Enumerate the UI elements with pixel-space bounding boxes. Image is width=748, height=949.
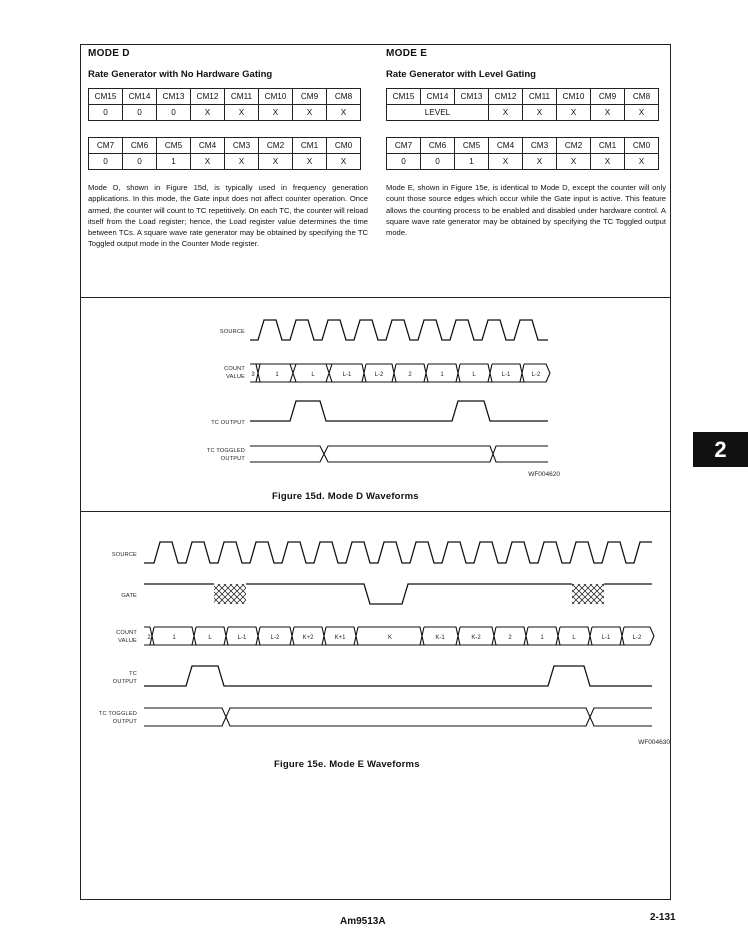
table-cell: X [591, 154, 625, 170]
table-cell: X [557, 154, 591, 170]
tc-output-label: OUTPUT [112, 679, 137, 685]
table-cell: X [259, 105, 293, 121]
count-value: 1 [540, 635, 544, 641]
count-value: 1 [275, 372, 279, 378]
table-cell: X [625, 154, 659, 170]
table-cell: CM1 [293, 138, 327, 154]
table-cell: 0 [123, 154, 157, 170]
count-value: K-1 [435, 635, 445, 641]
table-cell: CM9 [591, 89, 625, 105]
section-tab: 2 [693, 432, 748, 467]
table-cell: CM3 [523, 138, 557, 154]
table-cell: X [225, 105, 259, 121]
count-value: L-1 [342, 372, 352, 378]
tc-label: TC [129, 671, 137, 677]
count-value: 2 [408, 372, 412, 378]
table-cell: X [489, 154, 523, 170]
count-value: L [472, 372, 476, 378]
tc-toggled-label: TC TOGGLED [98, 711, 137, 717]
table-cell: CM14 [421, 89, 455, 105]
value-label: VALUE [118, 638, 137, 644]
table-cell: X [293, 154, 327, 170]
table-cell: X [489, 105, 523, 121]
source-label: SOURCE [111, 552, 137, 558]
count-value: L-2 [374, 372, 384, 378]
table-cell: CM12 [191, 89, 225, 105]
table-cell: CM7 [89, 138, 123, 154]
table-cell: CM4 [191, 138, 225, 154]
count-label: COUNT [116, 630, 137, 636]
count-value: K+2 [302, 635, 314, 641]
mode-e-subtitle: Rate Generator with Level Gating [386, 69, 536, 80]
table-cell: X [225, 154, 259, 170]
table-cell: CM2 [259, 138, 293, 154]
count-value: L [208, 635, 212, 641]
table-cell: CM3 [225, 138, 259, 154]
level-cell: LEVEL [387, 105, 489, 121]
gate-hatch [214, 584, 246, 604]
table-cell: X [625, 105, 659, 121]
gate-label: GATE [121, 593, 137, 599]
table-cell: CM13 [455, 89, 489, 105]
count-value: L-1 [601, 635, 611, 641]
count-value: L-2 [632, 635, 642, 641]
count-value: K [387, 635, 393, 641]
count-value: L-2 [531, 372, 541, 378]
table-cell: X [191, 105, 225, 121]
table-cell: X [327, 154, 361, 170]
table-cell: 0 [421, 154, 455, 170]
table-cell: CM6 [421, 138, 455, 154]
figure-15e-caption: Figure 15e. Mode E Waveforms [274, 759, 420, 770]
table-cell: CM0 [625, 138, 659, 154]
count-value: L-1 [501, 372, 511, 378]
figure-d-ref: WF004620 [528, 471, 560, 478]
count-value: L [311, 372, 315, 378]
table-cell: 1 [455, 154, 489, 170]
table-cell: 0 [89, 105, 123, 121]
gate-hatch [572, 584, 604, 604]
table-cell: CM8 [625, 89, 659, 105]
table-cell: CM0 [327, 138, 361, 154]
count-value: K+1 [334, 635, 346, 641]
table-cell: X [557, 105, 591, 121]
table-cell: CM12 [489, 89, 523, 105]
table-cell: CM11 [523, 89, 557, 105]
table-cell: X [591, 105, 625, 121]
table-cell: CM6 [123, 138, 157, 154]
count-value: 2 [147, 635, 151, 641]
mode-e-title: MODE E [386, 48, 428, 59]
figure-15d-caption: Figure 15d. Mode D Waveforms [272, 491, 419, 502]
figure-e-ref: WF004630 [638, 739, 670, 746]
footer-page-number: 2-131 [650, 912, 676, 923]
count-value: 3 [251, 372, 255, 378]
source-waveform [144, 542, 652, 563]
table-cell: 1 [157, 154, 191, 170]
table-cell: CM7 [387, 138, 421, 154]
tc-toggled-output-label: OUTPUT [220, 456, 245, 462]
table-cell: 0 [89, 154, 123, 170]
mode-d-title: MODE D [88, 48, 130, 59]
table-cell: CM5 [157, 138, 191, 154]
table-cell: 0 [387, 154, 421, 170]
count-value: L-2 [270, 635, 280, 641]
tc-toggled-waveform [144, 708, 652, 726]
table-cell: X [523, 105, 557, 121]
table-cell: CM10 [259, 89, 293, 105]
table-cell: X [191, 154, 225, 170]
mode-d-subtitle: Rate Generator with No Hardware Gating [88, 69, 273, 80]
count-value: K-2 [471, 635, 481, 641]
table-cell: CM13 [157, 89, 191, 105]
count-value: L [572, 635, 576, 641]
table-cell: CM8 [327, 89, 361, 105]
table-cell: 0 [123, 105, 157, 121]
table-cell: CM10 [557, 89, 591, 105]
table-cell: CM4 [489, 138, 523, 154]
tc-output-label: TC OUTPUT [211, 420, 245, 426]
mode-d-description: Mode D, shown in Figure 15d, is typically used in frequency generation applications. In this mode, the Gate input does not affect counter operation. Once armed, the counter will count to TC repetitively. On each TC, the counter will reload itself from the Load register; hence, the Load register value determines the time between TCs. A square wave rate generator may be obtained by specifying the TC Toggled output mode in the Counter Mode register. [88, 183, 368, 249]
count-value: 2 [508, 635, 512, 641]
table-cell: CM15 [89, 89, 123, 105]
table-cell: CM15 [387, 89, 421, 105]
tc-toggled-label: TC TOGGLED [206, 448, 245, 454]
tc-output-waveform [144, 666, 652, 686]
count-value: L-1 [237, 635, 247, 641]
table-cell: 0 [157, 105, 191, 121]
tc-toggled-output-label: OUTPUT [112, 719, 137, 725]
table-cell: X [327, 105, 361, 121]
table-cell: CM9 [293, 89, 327, 105]
source-label: SOURCE [219, 329, 245, 335]
mode-e-description: Mode E, shown in Figure 15e, is identical to Mode D, except the counter will only count those source edges which occur while the Gate input is active. This feature allows the counting process to be enabled and disabled under hardware control. A square wave rate generator may be obtained by specifying the TC Toggled output mode. [386, 183, 666, 238]
table-cell: X [293, 105, 327, 121]
table-cell: CM11 [225, 89, 259, 105]
count-value: 1 [172, 635, 176, 641]
count-value-bus [144, 627, 654, 645]
footer-part-number: Am9513A [340, 916, 386, 927]
table-cell: X [259, 154, 293, 170]
table-cell: X [523, 154, 557, 170]
count-value: 1 [440, 372, 444, 378]
table-cell: CM14 [123, 89, 157, 105]
value-label: VALUE [226, 374, 245, 380]
table-cell: CM5 [455, 138, 489, 154]
table-cell: CM2 [557, 138, 591, 154]
count-label: COUNT [224, 366, 245, 372]
table-cell: CM1 [591, 138, 625, 154]
